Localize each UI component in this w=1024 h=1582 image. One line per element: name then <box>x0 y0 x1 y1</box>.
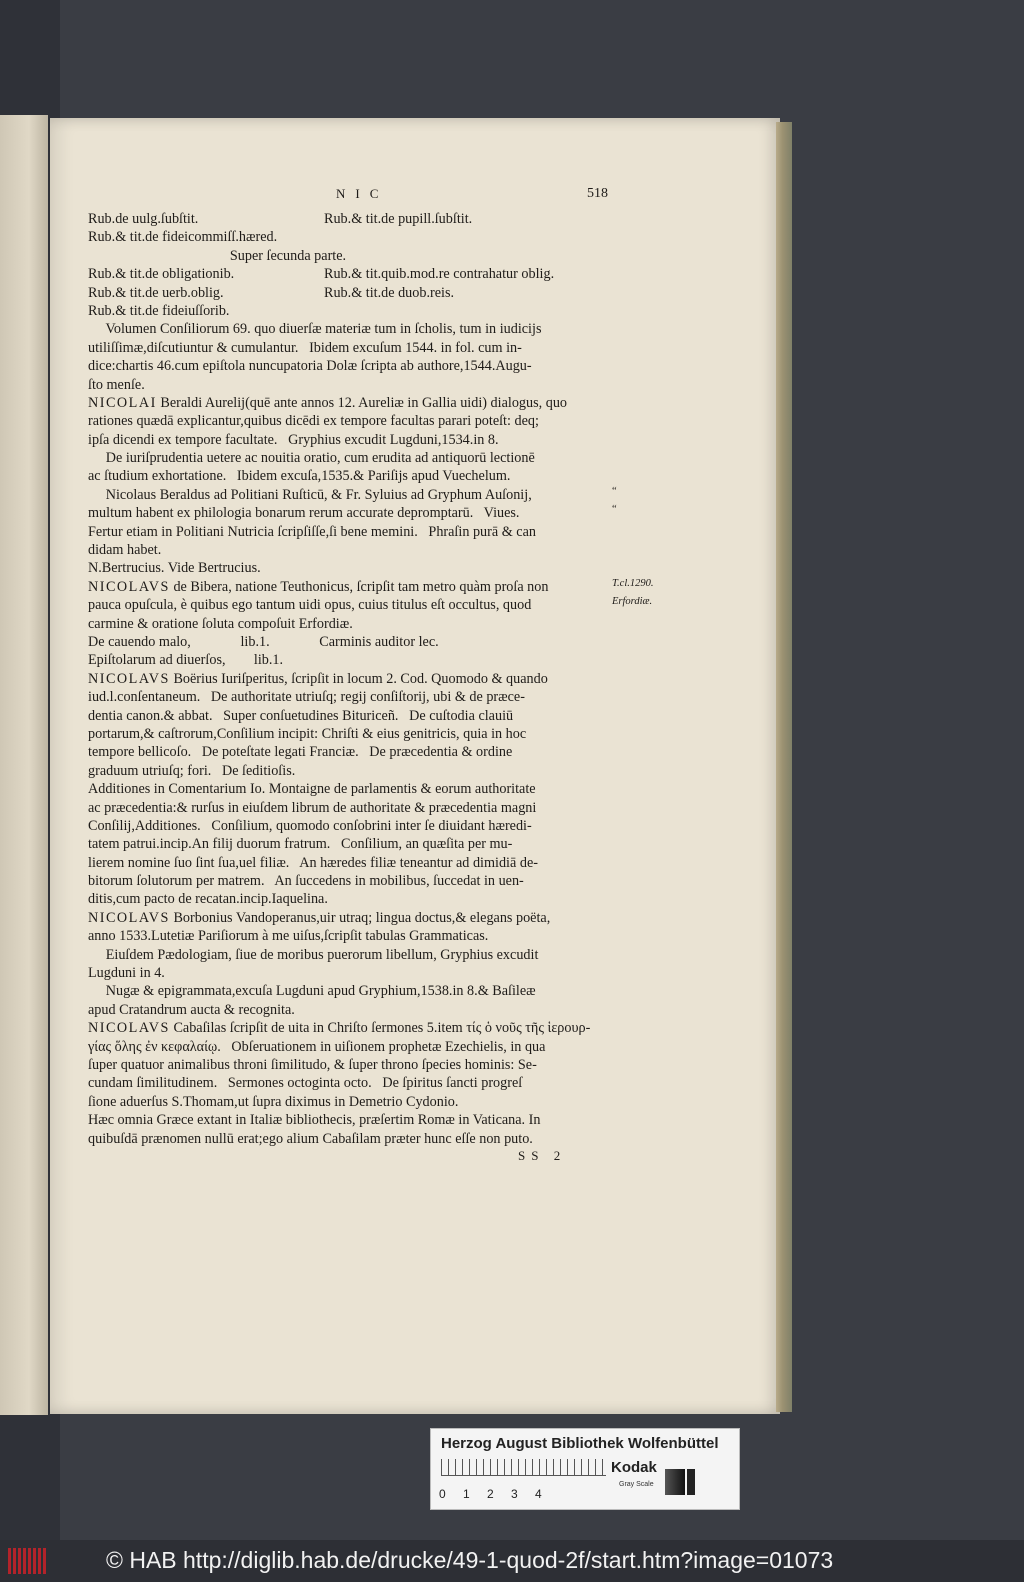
line-text: γίας ὅλης ἐν κεφαλαίῳ. Obſeruationem in uiſionem prophetæ Ezechielis, in qua <box>88 1038 546 1055</box>
footer-bar <box>0 1540 1024 1582</box>
line-text: Epiſtolarum ad diuerſos, lib.1. <box>88 652 284 669</box>
text-line <box>88 596 613 614</box>
quote-mark-1: “ <box>612 486 617 497</box>
text-line <box>88 320 613 338</box>
line-text: Eiuſdem Pædologiam, ſiue de moribus puerorum libellum, Gryphius excudit <box>88 946 539 963</box>
colorbar-ruler <box>441 1459 606 1476</box>
color-reference-bar <box>430 1428 740 1510</box>
line-text: Rub.& tit.de uerb.oblig. <box>88 284 224 301</box>
text-line <box>88 247 613 265</box>
text-line <box>88 651 613 669</box>
text-line <box>88 964 613 982</box>
page-number: 518 <box>587 186 608 201</box>
line-text: iud.l.conſentaneum. De authoritate utriuſq; regij conſiſtorij, ubi & de præce- <box>88 689 525 706</box>
margin-note-2: Erfordiæ. <box>612 596 653 607</box>
line-text: dentia canon.& abbat. Super conſuetudines Bituriceñ. De cuſtodia clauiū <box>88 707 514 724</box>
gray-scale-label: Gray Scale <box>619 1481 654 1488</box>
line-text: ac præcedentia:& rurſus in eiuſdem librum de authoritate & præcedentia magni <box>88 799 537 816</box>
line-text: ipſa dicendi ex tempore facultate. Gryphius excudit Lugduni,1534.in 8. <box>88 431 499 448</box>
text-line <box>88 265 613 283</box>
text-line <box>88 817 613 835</box>
text-line <box>88 670 613 688</box>
text-line <box>88 633 613 651</box>
previous-page-edge <box>0 115 48 1415</box>
footer-copyright-url[interactable]: © HAB http://diglib.hab.de/drucke/49-1-quod-2f/start.htm?image=01073 <box>106 1547 834 1573</box>
line-text: Nicolaus Beraldus ad Politiani Ruſticū, & Fr. Syluius ad Gryphum Auſonij, <box>88 486 532 503</box>
text-line <box>88 228 613 246</box>
line-text: quibuſdā prænomen nullū erat;ego alium Cabaſilam præter hunc eſſe non puto. <box>88 1130 533 1147</box>
page-text <box>88 210 613 1148</box>
line-text: Rub.de uulg.ſubſtit. <box>88 211 199 227</box>
quote-mark-2: “ <box>612 504 617 515</box>
text-line <box>88 927 613 945</box>
text-line <box>88 210 613 228</box>
author-name: NICOLAVS <box>88 909 170 926</box>
text-line <box>88 780 613 798</box>
line-text: De iuriſprudentia uetere ac nouitia oratio, cum erudita ad antiquorū lectionē <box>88 450 535 467</box>
text-line <box>88 1074 613 1092</box>
text-line <box>88 799 613 817</box>
author-name: NICOLAVS <box>88 670 170 687</box>
text-line <box>88 559 613 577</box>
text-line <box>88 1093 613 1111</box>
text-line <box>88 431 613 449</box>
margin-note-1: T.cl.1290. <box>612 578 654 589</box>
line-text: Fertur etiam in Politiani Nutricia ſcripſiſſe,ſi bene memini. Phraſin purā & can <box>88 523 536 540</box>
line-text: Beraldi Aurelij(quē ante annos 12. Aureliæ in Gallia uidi) dialogus, quo <box>156 394 568 411</box>
text-line <box>88 1001 613 1019</box>
text-line <box>88 467 613 485</box>
line-text: bitorum ſolutorum per matrem. An ſuccedens in mobilibus, ſuccedat in uen- <box>88 873 524 890</box>
line-text: Volumen Conſiliorum 69. quo diuerſæ materiæ tum in ſcholis, tum in iudicijs <box>88 321 542 338</box>
line-text: lierem nomine ſuo ſint ſua,uel filiæ. An hæredes filiæ teneantur ad dimidiā de- <box>88 854 538 871</box>
kodak-label: Kodak <box>611 1459 657 1476</box>
text-line <box>88 946 613 964</box>
text-line <box>88 982 613 1000</box>
text-line <box>88 615 613 633</box>
text-line <box>88 1130 613 1148</box>
text-line <box>88 504 613 522</box>
text-line <box>88 394 613 412</box>
author-name: NICOLAVS <box>88 578 170 595</box>
line-text: Cabaſilas ſcripſit de uita in Chriſto ſermones 5.item τίς ὁ νοῦς τῆς ἱερουρ- <box>169 1020 591 1037</box>
line-text: Rub.& tit.de obligationib. <box>88 266 235 283</box>
line-text: Rub.& tit.de fideiuſſorib. <box>88 302 230 319</box>
text-line <box>88 854 613 872</box>
line-text: Nugæ & epigrammata,excuſa Lugduni apud Gryphium,1538.in 8.& Baſileæ <box>88 983 536 1000</box>
text-line <box>88 890 613 908</box>
line-text: tatem patrui.incip.An filij duorum fratrum. Conſilium, an quæſita per mu- <box>88 836 513 853</box>
black-swatch <box>687 1469 695 1495</box>
line-text: cundam ſimilitudinem. Sermones octoginta octo. De ſpiritus ſancti progreſ <box>88 1075 523 1092</box>
line-text: multum habent ex philologia bonarum rerum accurate depromptarū. Viues. <box>88 505 520 522</box>
line-text: utiliſſimæ,diſcutiuntur & cumulantur. Ibidem excuſum 1544. in fol. cum in- <box>88 339 522 356</box>
hab-logo-icon <box>8 1548 48 1574</box>
colorbar-title: Herzog August Bibliothek Wolfenbüttel <box>441 1435 719 1452</box>
line-text: ac ſtudium exhortatione. Ibidem excuſa,1535.& Pariſijs apud Vuechelum. <box>88 468 511 485</box>
text-line <box>88 449 613 467</box>
running-head: NIC <box>336 186 389 201</box>
line-text-column-2: Rub.& tit.de pupill.ſubſtit. <box>324 211 473 227</box>
text-line <box>88 743 613 761</box>
line-text: Conſilij,Additiones. Conſilium, quomodo conſobrini inter ſe diuidant hæredi- <box>88 817 532 834</box>
text-line <box>88 578 613 596</box>
line-text: ſto menſe. <box>88 376 145 393</box>
line-text: didam habet. <box>88 542 162 559</box>
line-text: Boërius Iuriſperitus, ſcripſit in locum 2. Cod. Quomodo & quando <box>169 670 548 687</box>
line-text: rationes quædā explicantur,quibus dicēdi ex tempore facultas parari poteſt: deq; <box>88 413 539 430</box>
line-text-column-2: Rub.& tit.quib.mod.re contrahatur oblig. <box>324 266 555 283</box>
line-text: Hæc omnia Græce extant in Italiæ bibliothecis, præſertim Romæ in Vaticana. In <box>88 1112 541 1129</box>
line-text: pauca opuſcula, è quibus ego tantum uidi opus, cuius titulus eſt occultus, quod <box>88 597 532 614</box>
line-text: De cauendo malo, lib.1. Carminis auditor lec. <box>88 633 439 650</box>
line-text: Borbonius Vandoperanus,uir utraq; lingua doctus,& elegans poëta, <box>169 909 551 926</box>
text-line <box>88 872 613 890</box>
colorbar-scale-numbers: 0 1 2 3 4 <box>439 1487 542 1501</box>
text-line <box>88 1111 613 1129</box>
text-line <box>88 302 613 320</box>
line-text: ſuper quatuor animalibus throni ſimilitudo, & ſuper throno ſpecies hominis: Se- <box>88 1056 537 1073</box>
text-line <box>88 541 613 559</box>
line-text: ditis,cum pacto de recatan.incip.Iaquelina. <box>88 891 328 908</box>
text-line <box>88 376 613 394</box>
line-text: Super ſecunda parte. <box>88 247 347 264</box>
line-text: Rub.& tit.de fideicommiſſ.hæred. <box>88 229 278 246</box>
line-text: N.Bertrucius. Vide Bertrucius. <box>88 560 261 577</box>
author-name: NICOLAVS <box>88 1020 170 1037</box>
line-text: tempore bellicoſo. De poteſtate legati Franciæ. De præcedentia & ordine <box>88 744 513 761</box>
text-line <box>88 725 613 743</box>
line-text: ſione aduerſus S.Thomam,ut ſupra diximus in Demetrio Cydonio. <box>88 1093 459 1110</box>
text-line <box>88 486 613 504</box>
signature-mark: SS 2 <box>518 1148 567 1163</box>
text-line <box>88 284 613 302</box>
line-text-column-2: Rub.& tit.de duob.reis. <box>324 284 455 301</box>
line-text: de Bibera, natione Teuthonicus, ſcripſit tam metro quàm proſa non <box>169 578 549 595</box>
line-text: portarum,& caſtrorum,Conſilium incipit: Chriſti & eius genitricis, quia in hoc <box>88 725 527 742</box>
text-line <box>88 1038 613 1056</box>
line-text: carmine & oratione ſoluta compoſuit Erfordiæ. <box>88 615 353 632</box>
text-line <box>88 1019 613 1037</box>
text-line <box>88 762 613 780</box>
text-line <box>88 909 613 927</box>
text-line <box>88 339 613 357</box>
author-name: NICOLAI <box>88 394 157 411</box>
line-text: anno 1533.Lutetiæ Pariſiorum à me uiſus,ſcripſit tabulas Grammaticas. <box>88 928 489 945</box>
text-line <box>88 412 613 430</box>
line-text: apud Cratandrum aucta & recognita. <box>88 1001 295 1018</box>
line-text: dice:chartis 46.cum epiſtola nuncupatoria Dolæ ſcripta ab authore,1544.Augu- <box>88 358 532 375</box>
text-line <box>88 688 613 706</box>
line-text: graduum utriuſq; fori. De ſeditioſis. <box>88 762 296 779</box>
line-text: Lugduni in 4. <box>88 965 165 982</box>
text-line <box>88 707 613 725</box>
text-line <box>88 357 613 375</box>
text-line <box>88 523 613 541</box>
text-line <box>88 1056 613 1074</box>
page-stack-edge <box>776 122 792 1412</box>
line-text: Additiones in Comentarium Io. Montaigne de parlamentis & eorum authoritate <box>88 781 536 798</box>
gray-swatch <box>665 1469 685 1495</box>
text-line <box>88 835 613 853</box>
